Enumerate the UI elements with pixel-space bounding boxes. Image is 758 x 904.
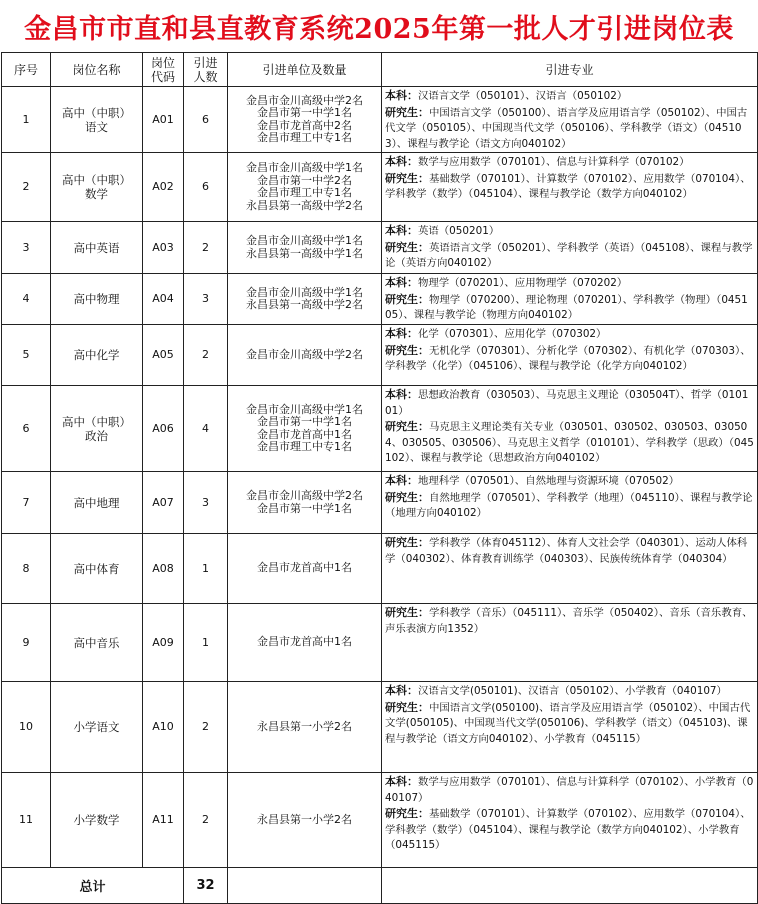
- row-code: A05: [143, 325, 184, 386]
- major-entry: [385, 223, 754, 240]
- table-row: [2, 87, 758, 153]
- major-entry: [385, 275, 754, 292]
- unit-line: 金昌市龙首高中1名: [257, 635, 352, 649]
- major-list: 学科教学（体育045112）、体育人文社会学（040301）、运动人体科学（040302）、体育教育训练学（040303）、民族传统体育学（040304）: [385, 537, 748, 565]
- positions-table: [1, 52, 758, 904]
- unit-line: 金昌市金川高级中学2名: [246, 93, 363, 107]
- row-position: [51, 274, 143, 325]
- row-units: [228, 472, 382, 534]
- position-line: 政治: [85, 428, 108, 443]
- major-entry: [385, 490, 754, 522]
- row-no: 7: [2, 472, 51, 534]
- major-degree-label: 研究生：: [385, 536, 429, 549]
- row-majors: [382, 682, 758, 773]
- row-count: 2: [184, 682, 228, 773]
- major-entry: [385, 326, 754, 343]
- row-code: A01: [143, 87, 184, 153]
- row-majors: [382, 472, 758, 534]
- major-entry: [385, 605, 754, 637]
- table-row: [2, 222, 758, 274]
- row-code: A11: [143, 773, 184, 868]
- row-count: 6: [184, 87, 228, 153]
- row-units: [228, 87, 382, 153]
- major-entry: [385, 535, 754, 567]
- row-code: A03: [143, 222, 184, 274]
- row-position: [51, 222, 143, 274]
- major-entry: [385, 774, 754, 806]
- row-position: [51, 325, 143, 386]
- row-count: 3: [184, 472, 228, 534]
- table-row: [2, 534, 758, 604]
- row-count: 4: [184, 386, 228, 472]
- major-entry: [385, 105, 754, 153]
- table-row: [2, 325, 758, 386]
- row-code: A04: [143, 274, 184, 325]
- unit-line: 永昌县第一小学2名: [257, 812, 352, 826]
- row-units: [228, 386, 382, 472]
- major-degree-label: 本科：: [385, 388, 418, 401]
- row-code: A02: [143, 153, 184, 222]
- major-list: 物理学（070200）、理论物理（070201）、学科教学（物理）（045105）、课程与教学论（物理方向040102）: [385, 293, 748, 321]
- row-count: 1: [184, 604, 228, 682]
- total-label: 总计: [2, 868, 184, 904]
- major-list: 英语语言文学（050201）、学科教学（英语）（045108）、课程与教学论（英语方向040102）: [385, 241, 753, 269]
- header-position: 岗位名称: [51, 53, 143, 87]
- major-degree-label: 研究生：: [385, 105, 429, 119]
- major-degree-label: 研究生：: [385, 240, 429, 254]
- row-position: [51, 386, 143, 472]
- unit-line: 永昌县第一小学2名: [257, 719, 352, 733]
- major-list: 中国语言文学（050100）、语言学及应用语言学（050102）、中国古代文学（050105）、中国现当代文学（050106）、学科教学（语文）（045103）、课程与教学论（语文方向040102）: [385, 106, 748, 150]
- row-majors: [382, 773, 758, 868]
- row-count: 3: [184, 274, 228, 325]
- major-list: 物理学（070201）、应用物理学（070202）: [418, 277, 628, 289]
- row-units: [228, 274, 382, 325]
- row-no: 3: [2, 222, 51, 274]
- major-degree-label: 研究生：: [385, 700, 429, 714]
- major-entry: [385, 387, 754, 419]
- row-count: 2: [184, 222, 228, 274]
- page-title: 金昌市市直和县直教育系统2025年第一批人才引进岗位表: [24, 13, 734, 45]
- major-list: 学科教学（音乐）（045111）、音乐学（050402）、音乐（音乐教育、声乐表演方向1352）: [385, 607, 753, 635]
- major-entry: [385, 171, 754, 203]
- unit-line: 金昌市理工中专1名: [257, 131, 352, 144]
- position-line: 高中化学: [73, 348, 120, 362]
- major-entry: [385, 154, 754, 171]
- major-list: 化学（070301）、应用化学（070302）: [418, 328, 607, 340]
- row-code: A07: [143, 472, 184, 534]
- table-row: [2, 682, 758, 773]
- major-degree-label: 研究生：: [385, 490, 429, 504]
- table-row: [2, 386, 758, 472]
- major-list: 数学与应用数学（070101）、信息与计算科学（070102）: [418, 156, 690, 168]
- unit-line: 金昌市金川高级中学2名: [246, 347, 363, 361]
- major-entry: [385, 88, 754, 105]
- major-entry: [385, 700, 754, 748]
- row-majors: [382, 222, 758, 274]
- major-list: 基础数学（070101）、计算数学（070102）、应用数学（070104）、学科教学（数学）（045104）、课程与教学论（数学方向040102）: [385, 172, 751, 200]
- row-majors: [382, 604, 758, 682]
- total-units-empty: [228, 868, 382, 904]
- position-line: 高中音乐: [73, 635, 120, 650]
- row-no: 5: [2, 325, 51, 386]
- unit-line: 永昌县第一高级中学2名: [246, 198, 363, 212]
- row-no: 10: [2, 682, 51, 773]
- major-degree-label: 本科：: [385, 89, 418, 102]
- row-majors: [382, 274, 758, 325]
- unit-line: 永昌县第一高级中学2名: [246, 298, 363, 311]
- major-entry: [385, 683, 754, 700]
- position-line: 高中地理: [73, 495, 120, 510]
- major-degree-label: 研究生：: [385, 606, 429, 619]
- unit-line: 金昌市龙首高中1名: [257, 427, 352, 441]
- unit-line: 金昌市金川高级中学1名: [246, 161, 363, 174]
- major-degree-label: 本科：: [385, 327, 418, 340]
- row-units: [228, 153, 382, 222]
- major-entry: [385, 292, 754, 324]
- unit-line: 金昌市金川高级中学1名: [246, 234, 363, 247]
- table-header-row: [2, 53, 758, 87]
- major-list: 自然地理学（070501）、学科教学（地理）（045110）、课程与教学论（地理方向040102）: [385, 491, 753, 519]
- position-line: 高中（中职）: [62, 414, 131, 429]
- header-units: 引进单位及数量: [228, 53, 382, 87]
- row-units: [228, 604, 382, 682]
- total-count: 32: [184, 868, 228, 904]
- header-code: 岗位 代码: [143, 53, 184, 87]
- header-no: 序号: [2, 53, 51, 87]
- major-degree-label: 本科：: [385, 155, 418, 168]
- major-degree-label: 研究生：: [385, 343, 429, 357]
- row-units: [228, 222, 382, 274]
- major-entry: [385, 419, 754, 467]
- row-code: A10: [143, 682, 184, 773]
- row-no: 1: [2, 87, 51, 153]
- major-list: 汉语言文学(050101)、汉语言（050102）、小学教育（040107）: [418, 685, 727, 697]
- major-list: 无机化学（070301）、分析化学（070302）、有机化学（070303）、学科教学（化学）（045106）、课程与教学论（化学方向040102）: [385, 344, 751, 372]
- table-row: [2, 472, 758, 534]
- major-list: 地理科学（070501）、自然地理与资源环境（070502）: [418, 475, 680, 487]
- unit-line: 金昌市第一中学1名: [257, 415, 352, 428]
- row-position: [51, 773, 143, 868]
- unit-line: 金昌市金川高级中学1名: [246, 285, 363, 299]
- header-count: 引进 人数: [184, 53, 228, 87]
- table-row: [2, 274, 758, 325]
- position-line: 高中体育: [73, 561, 120, 576]
- row-units: [228, 325, 382, 386]
- table-row: [2, 153, 758, 222]
- major-entry: [385, 473, 754, 490]
- major-entry: [385, 240, 754, 272]
- row-position: [51, 534, 143, 604]
- unit-line: 金昌市龙首高中1名: [257, 561, 352, 575]
- position-line: 高中（中职）: [62, 173, 131, 187]
- position-line: 数学: [85, 187, 108, 201]
- row-no: 6: [2, 386, 51, 472]
- major-entry: [385, 343, 754, 375]
- table-row: [2, 773, 758, 868]
- major-degree-label: 本科：: [385, 276, 418, 289]
- row-no: 9: [2, 604, 51, 682]
- header-majors: 引进专业: [382, 53, 758, 87]
- major-list: 马克思主义理论类有关专业（030501、030502、030503、030504、030505、030506）、马克思主义哲学（010101）、学科教学（思政）（045102）、课程与教学论（思想政治方向040102）: [385, 421, 754, 464]
- row-count: 6: [184, 153, 228, 222]
- position-line: 高中英语: [73, 240, 120, 255]
- row-code: A06: [143, 386, 184, 472]
- major-list: 英语（050201）: [418, 225, 500, 237]
- row-position: [51, 604, 143, 682]
- row-majors: [382, 386, 758, 472]
- row-units: [228, 534, 382, 604]
- row-count: 1: [184, 534, 228, 604]
- row-code: A08: [143, 534, 184, 604]
- row-units: [228, 682, 382, 773]
- row-count: 2: [184, 325, 228, 386]
- row-position: [51, 153, 143, 222]
- unit-line: 金昌市金川高级中学2名: [246, 489, 363, 502]
- row-majors: [382, 87, 758, 153]
- position-line: 小学数学: [73, 813, 120, 827]
- major-degree-label: 研究生：: [385, 171, 429, 185]
- major-entry: [385, 806, 754, 854]
- major-list: 思想政治教育（030503）、马克思主义理论（030504T）、哲学（010101）: [385, 389, 749, 417]
- unit-line: 金昌市理工中专1名: [257, 440, 352, 453]
- major-degree-label: 本科：: [385, 775, 418, 788]
- position-line: 小学语文: [73, 720, 120, 734]
- row-majors: [382, 534, 758, 604]
- unit-line: 金昌市理工中专1名: [257, 186, 352, 199]
- row-code: A09: [143, 604, 184, 682]
- row-count: 2: [184, 773, 228, 868]
- major-list: 汉语言文学（050101）、汉语言（050102）: [418, 90, 628, 102]
- major-degree-label: 本科：: [385, 474, 418, 487]
- major-degree-label: 研究生：: [385, 420, 429, 433]
- total-majors-empty: [382, 868, 758, 904]
- position-line: 高中物理: [73, 292, 120, 306]
- row-no: 2: [2, 153, 51, 222]
- position-line: 语文: [85, 119, 108, 134]
- position-line: 高中（中职）: [62, 105, 131, 120]
- unit-line: 金昌市第一中学1名: [257, 106, 352, 119]
- row-no: 4: [2, 274, 51, 325]
- major-degree-label: 本科：: [385, 684, 418, 697]
- row-majors: [382, 153, 758, 222]
- major-degree-label: 研究生：: [385, 292, 429, 306]
- total-row: [2, 868, 758, 904]
- row-no: 11: [2, 773, 51, 868]
- unit-line: 金昌市金川高级中学1名: [246, 402, 363, 416]
- major-list: 数学与应用数学（070101）、信息与计算科学（070102）、小学教育（040107）: [385, 776, 754, 804]
- row-position: [51, 472, 143, 534]
- major-list: 中国语言文学(050100)、语言学及应用语言学（050102）、中国古代文学(050105)、中国现当代文学(050106)、学科教学（语文）（045103)、课程与教学论（语文方向040102）、小学教育（045115）: [385, 701, 751, 745]
- unit-line: 金昌市龙首高中2名: [257, 118, 352, 132]
- row-position: [51, 87, 143, 153]
- row-majors: [382, 325, 758, 386]
- unit-line: 金昌市第一中学2名: [257, 173, 352, 187]
- row-units: [228, 773, 382, 868]
- major-degree-label: 本科：: [385, 224, 418, 237]
- row-position: [51, 682, 143, 773]
- major-list: 基础数学（070101）、计算数学（070102）、应用数学（070104）、学科教学（数学）（045104）、课程与教学论（数学方向040102）、小学教育（045115）: [385, 808, 751, 851]
- unit-line: 永昌县第一高级中学1名: [246, 246, 363, 260]
- table-row: [2, 604, 758, 682]
- major-degree-label: 研究生：: [385, 807, 429, 820]
- unit-line: 金昌市第一中学1名: [257, 501, 352, 515]
- row-no: 8: [2, 534, 51, 604]
